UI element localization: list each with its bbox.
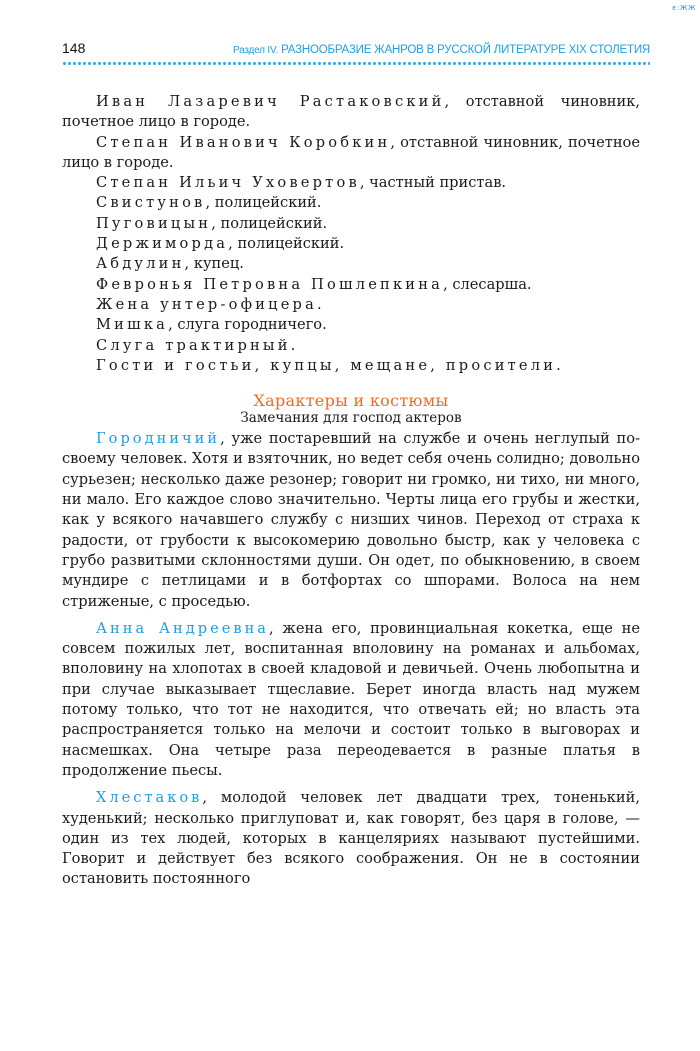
cast-item: [62, 254, 640, 274]
cast-desc: , слуга городничего.: [168, 316, 327, 334]
cast-name: Абдулин: [96, 255, 185, 273]
running-title-text: РАЗНООБРАЗИЕ ЖАНРОВ В РУССКОЙ ЛИТЕРАТУРЕ XIX СТОЛЕТИЯ: [281, 44, 650, 56]
cast-item: [62, 133, 640, 174]
cast-desc: , полицейский.: [211, 214, 328, 232]
cast-desc: , частный пристав.: [359, 174, 507, 192]
cast-name: Гости и гостьи, купцы, мещане, просители: [96, 356, 557, 374]
cast-item: [62, 193, 640, 213]
character-text: , жена его, провинциальная кокетка, еще не совсем пожилых лет, воспитанная вполовину на романах и альбомах, вполовину на хлопотах в своей кладовой и девичьей. Очень любопытна и при случае выказывает тщеславие. Берет иногда власть над мужем потому только, что тот не находится, что отвечать ей; но власть эта распространяется только на мелочи и состоит только в выговорах и насмешках. Она четыре раза переодевается в разные платья в продолжение пьесы.: [62, 619, 640, 779]
cast-item: [62, 92, 640, 133]
cast-name: Свистунов: [96, 194, 206, 212]
cast-name: Степан Иванович Коробкин: [96, 133, 391, 151]
cast-desc: , полицейский.: [205, 194, 322, 212]
section-subtitle: Замечания для господ актеров: [240, 410, 462, 427]
character-name: Городничий: [96, 430, 221, 448]
cast-item: [62, 295, 640, 315]
character-text: , уже постаревший на службе и очень неглупый по-своему человек. Хотя и взяточник, но ведет себя очень солидно; довольно сурьезен; несколько даже резонер; говорит ни громко, ни тихо, ни много, ни мало. Его каждое слово значительно. Черты лица его грубы и жестки, как у всякого начавшего службу с низших чинов. Переход от страха к радости, от грубости к высокомерию довольно быстр, как у человека с грубо развитыми склонностями души. Он одет, по обыкновению, в своем мундире с петлицами и в ботфортах со шпорами. Волоса на нем стриженые, с проседью.: [62, 430, 640, 610]
character-description: [62, 788, 640, 889]
cast-desc: , купец.: [184, 255, 244, 273]
cast-desc: , отставной чиновник, почетное лицо в городе.: [62, 133, 640, 171]
cast-item: [62, 356, 640, 376]
cast-name: Слуга трактирный: [96, 336, 291, 354]
character-name: Анна Андреевна: [96, 619, 269, 637]
cast-name: Держиморда: [96, 235, 229, 253]
cast-name: Иван Лазаревич Растаковский: [96, 93, 445, 110]
section-label: Раздел IV.: [232, 45, 279, 56]
cast-item: [62, 336, 640, 356]
cast-desc: , полицейский.: [228, 235, 345, 253]
page-body: [62, 92, 640, 897]
cast-list: [62, 92, 640, 376]
cast-desc: , слесарша.: [443, 275, 532, 293]
cast-desc: .: [556, 356, 561, 374]
section-title: Характеры и костюмы: [253, 391, 449, 411]
running-title: [233, 44, 650, 56]
cast-item: [62, 214, 640, 234]
page-number: 148: [62, 40, 86, 56]
cast-desc: .: [317, 295, 322, 313]
cast-item: [62, 275, 640, 295]
header-ornament-divider: [62, 60, 650, 67]
character-name: Хлестаков: [96, 789, 203, 807]
cast-desc: , отставной чиновник, почетное лицо в городе.: [62, 93, 640, 131]
character-description: [62, 619, 640, 781]
cast-name: Жена унтер-офицера: [96, 295, 317, 313]
cast-name: Степан Ильич Уховертов: [96, 174, 360, 192]
cast-item: [62, 173, 640, 193]
character-description: [62, 429, 640, 612]
cast-desc: .: [290, 336, 296, 354]
character-text: , молодой человек лет двадцати трех, тоненький, худенький; несколько приглуповат и, как говорят, без царя в голове, — один из тех людей, которых в канцеляриях называют пустейшими. Говорит и действует без всякого соображения. Он не в состоянии остановить постоянного: [62, 789, 640, 888]
cast-name: Февронья Петровна Пошлепкина: [96, 275, 444, 293]
cast-name: Мишка: [96, 316, 169, 334]
cast-name: Пуговицын: [96, 214, 212, 232]
page-header: [62, 40, 650, 67]
cast-item: [62, 315, 640, 335]
cast-item: [62, 234, 640, 254]
corner-mark: ϵ:ЖЖ: [672, 4, 696, 12]
